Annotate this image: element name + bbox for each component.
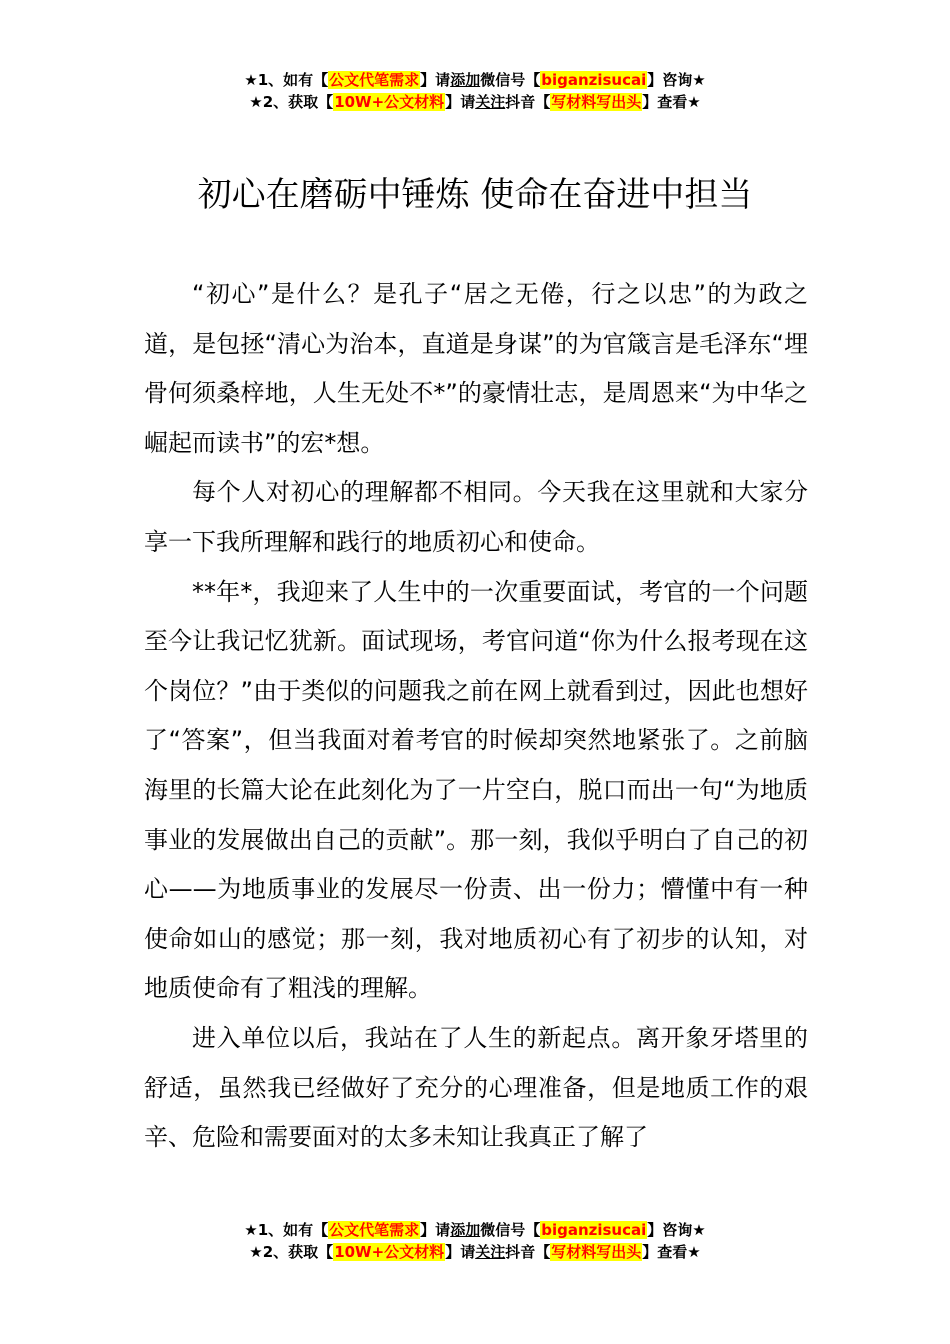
banner-underlined-text: 添加 <box>450 1221 481 1239</box>
banner-text: ★1、如有【 <box>244 71 329 89</box>
banner-text: 】查看★ <box>642 93 701 111</box>
banner-highlight: 写材料写出头 <box>551 93 642 111</box>
paragraph: 进入单位以后，我站在了人生的新起点。离开象牙塔里的舒适，虽然我已经做好了充分的心理准备，但是地质工作的艰辛、危险和需要面对的太多未知让我真正了解了 <box>144 1023 808 1152</box>
banner-text: 】查看★ <box>642 1243 701 1261</box>
banner-text: 】请 <box>420 1221 451 1239</box>
banner-text: 】请 <box>420 71 451 89</box>
banner-highlight: 公文代笔需求 <box>329 71 420 89</box>
banner-text: ★2、获取【 <box>249 93 334 111</box>
banner-line-1 <box>0 1219 950 1241</box>
banner-underlined-text: 关注 <box>475 1243 506 1261</box>
banner-underlined-text: 添加 <box>450 71 481 89</box>
banner-highlight: 10W+公文材料 <box>334 93 445 111</box>
banner-highlight: 10W+公文材料 <box>334 1243 445 1261</box>
banner-line-2 <box>0 1241 950 1263</box>
paragraph: “初心”是什么？是孔子“居之无倦，行之以忠”的为政之道，是包拯“清心为治本，直道是身谋”的为官箴言是毛泽东“埋骨何须桑梓地，人生无处不*”的豪情壮志，是周恩来“为中华之崛起而读书”的宏*想。 <box>144 280 808 457</box>
document-body <box>144 270 808 1220</box>
banner-text: 微信号【 <box>480 71 541 89</box>
header-banner <box>0 69 950 113</box>
document-title: 初心在磨砺中锤炼 使命在奋进中担当 <box>197 175 753 215</box>
banner-highlight: 写材料写出头 <box>551 1243 642 1261</box>
banner-text: ★2、获取【 <box>249 1243 334 1261</box>
banner-text: 微信号【 <box>480 1221 541 1239</box>
banner-highlight: 公文代笔需求 <box>329 1221 420 1239</box>
banner-highlight: biganzisucai <box>541 71 647 89</box>
paragraph: **年*，我迎来了人生中的一次重要面试，考官的一个问题至今让我记忆犹新。面试现场，考官问道“你为什么报考现在这个岗位？”由于类似的问题我之前在网上就看到过，因此也想好了“答案”，但当我面对着考官的时候却突然地紧张了。之前脑海里的长篇大论在此刻化为了一片空白，脱口而出一句“为地质事业的发展做出自己的贡献”。那一刻，我似乎明白了自己的初心——为地质事业的发展尽一份责、出一份力；懵懂中有一种使命如山的感觉；那一刻，我对地质初心有了初步的认知，对地质使命有了粗浅的理解。 <box>144 577 808 1003</box>
banner-text: 】咨询★ <box>647 1221 706 1239</box>
paragraph: 每个人对初心的理解都不相同。今天我在这里就和大家分享一下我所理解和践行的地质初心和使命。 <box>144 478 808 556</box>
banner-text: 抖音【 <box>505 1243 551 1261</box>
banner-text: 】请 <box>445 1243 476 1261</box>
banner-underlined-text: 关注 <box>475 93 506 111</box>
banner-text: ★1、如有【 <box>244 1221 329 1239</box>
banner-highlight: biganzisucai <box>541 1221 647 1239</box>
banner-text: 】请 <box>445 93 476 111</box>
banner-text: 抖音【 <box>505 93 551 111</box>
banner-text: 】咨询★ <box>647 71 706 89</box>
footer-banner <box>0 1219 950 1263</box>
banner-line-2 <box>0 91 950 113</box>
banner-line-1 <box>0 69 950 91</box>
